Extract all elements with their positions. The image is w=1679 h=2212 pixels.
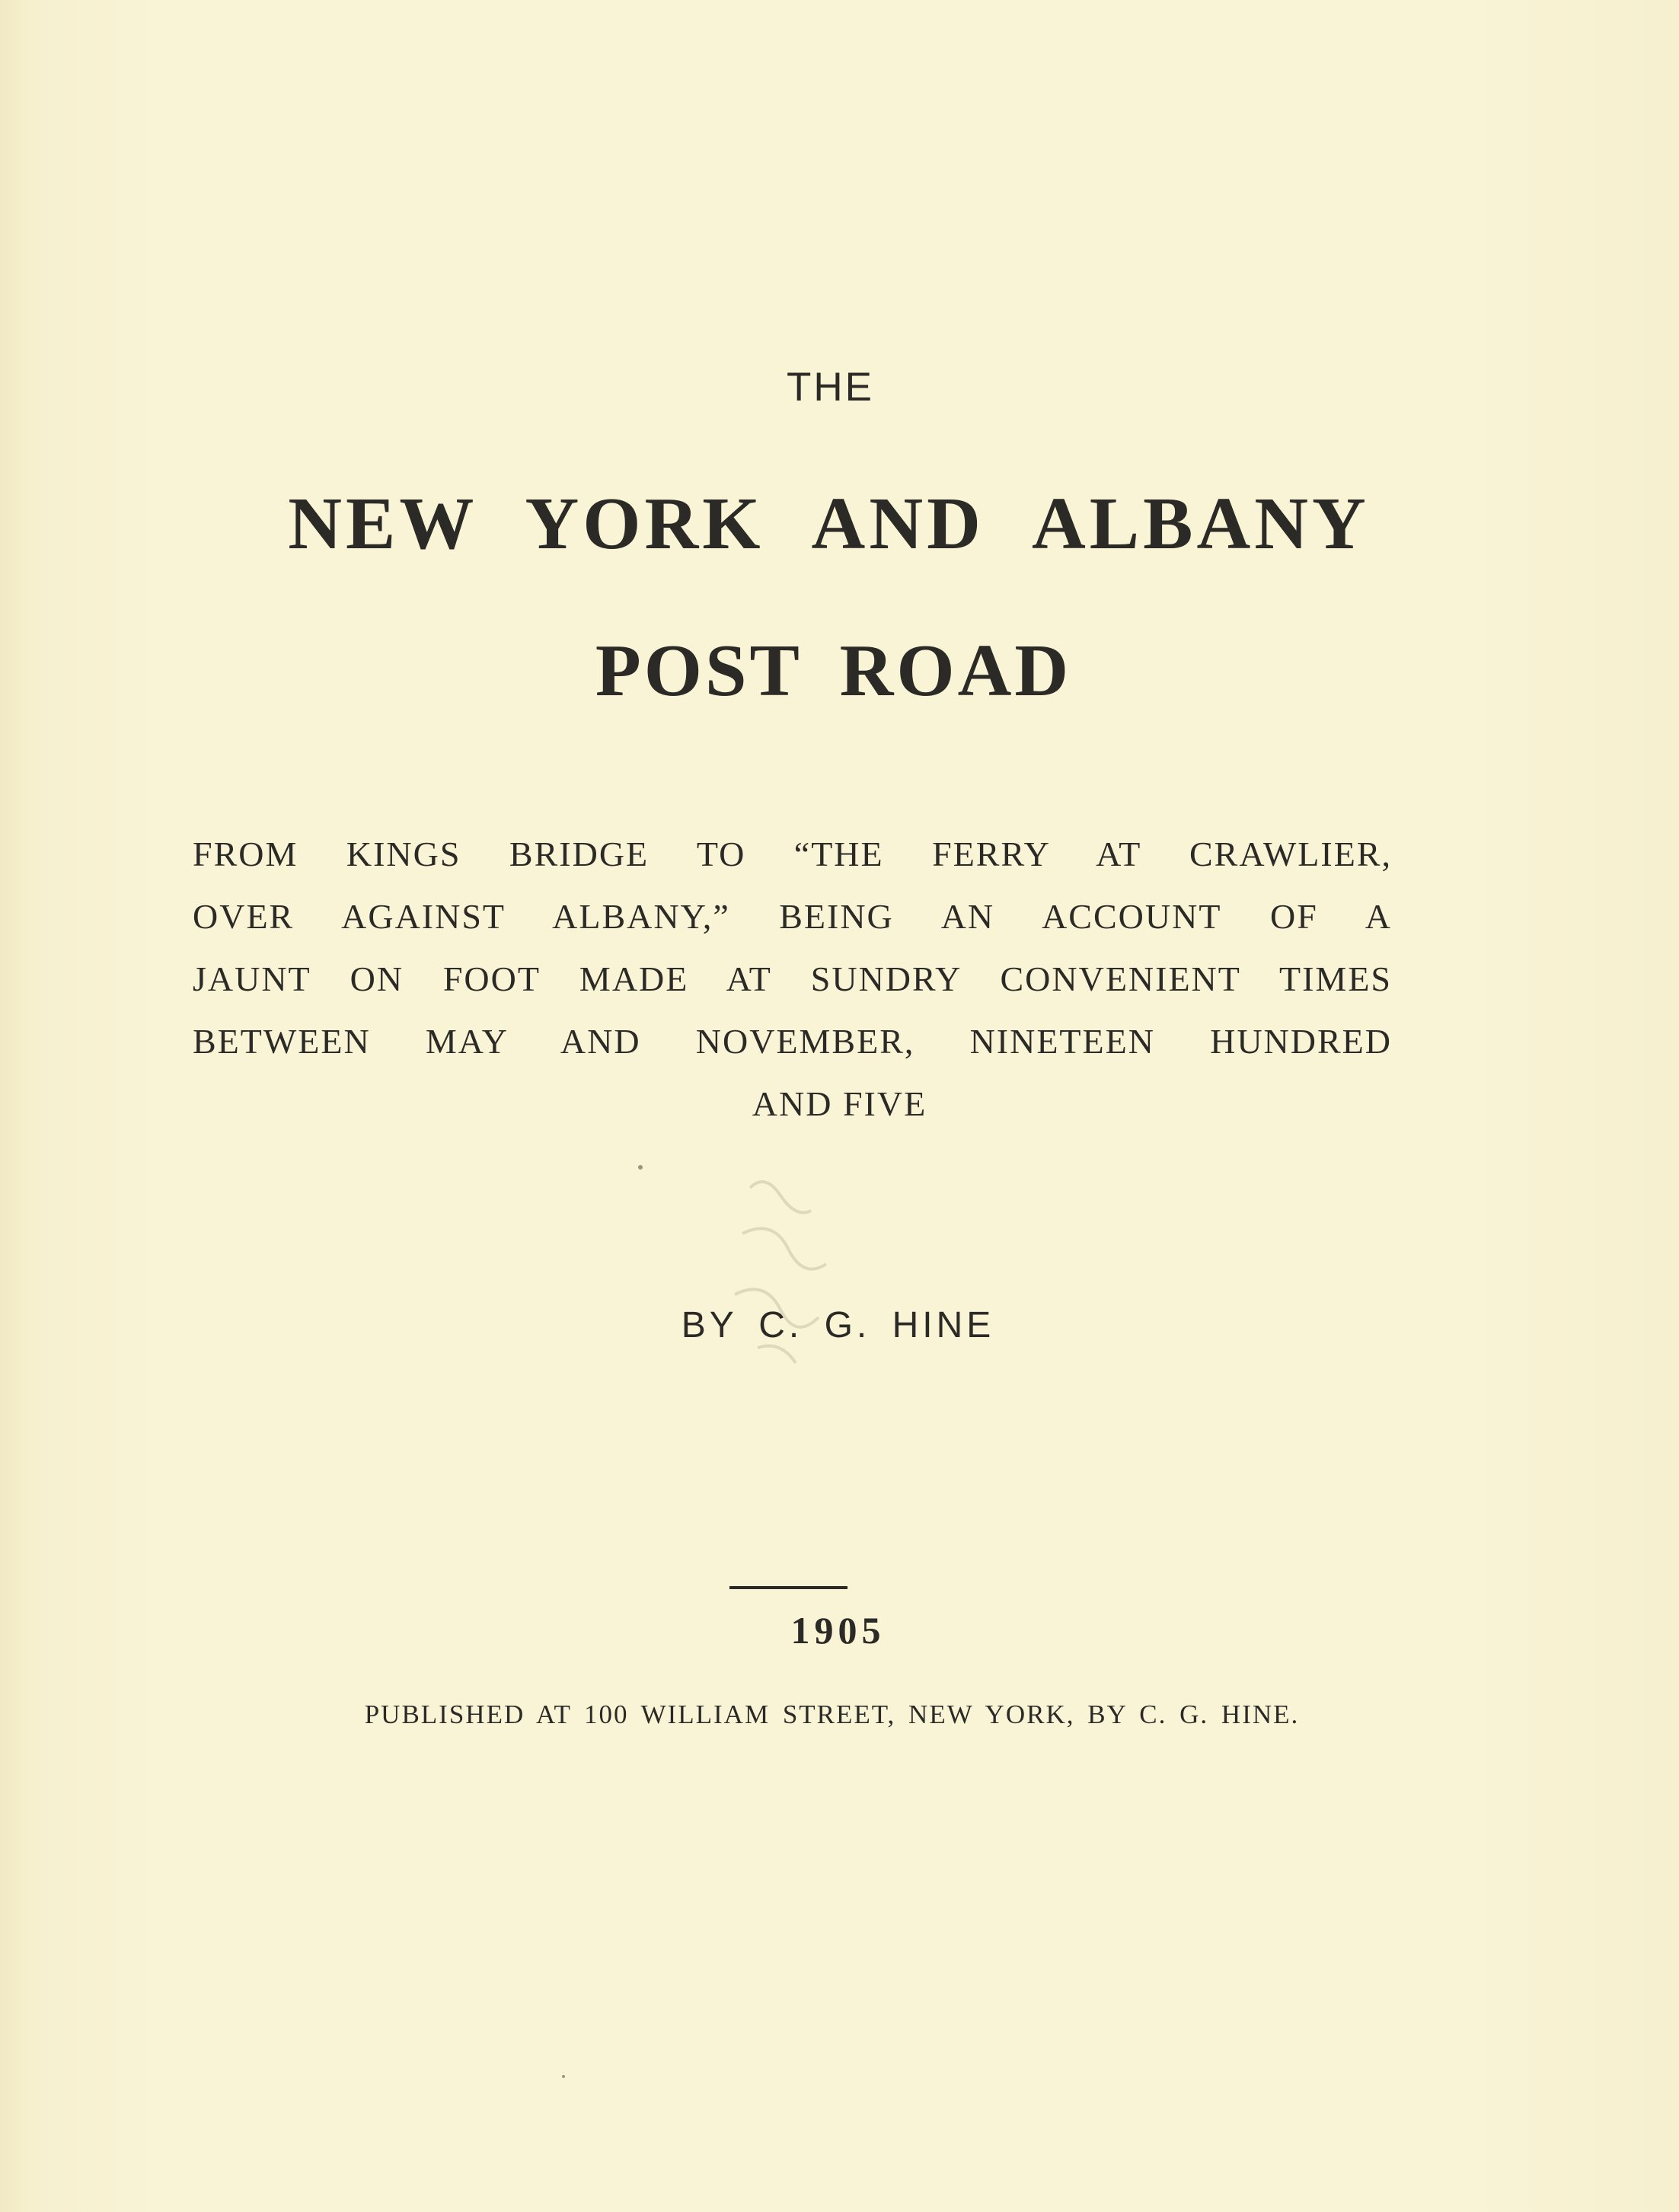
author-line: BY C. G. HINE	[681, 1305, 995, 1345]
subtitle-line-1: FROM KINGS BRIDGE TO “THE FERRY AT CRAWLIER,	[193, 835, 1392, 873]
subtitle-line-5: AND FIVE	[752, 1084, 927, 1123]
faint-library-stamp-mark	[720, 1165, 849, 1386]
title-article: THE	[787, 365, 874, 410]
title-line-1: NEW YORK AND ALBANY	[288, 483, 1370, 565]
subtitle-line-2: OVER AGAINST ALBANY,” BEING AN ACCOUNT OF A	[193, 897, 1392, 936]
subtitle-line-3: JAUNT ON FOOT MADE AT SUNDRY CONVENIENT TIMES	[193, 959, 1392, 998]
paper-speck	[638, 1165, 643, 1170]
subtitle-line-4: BETWEEN MAY AND NOVEMBER, NINETEEN HUNDRED	[193, 1022, 1392, 1061]
paper-speck	[562, 2075, 565, 2078]
publication-year: 1905	[790, 1609, 886, 1652]
title-line-2: POST ROAD	[595, 630, 1072, 712]
divider-rule	[729, 1586, 847, 1589]
publisher-line: PUBLISHED AT 100 WILLIAM STREET, NEW YORK, BY C. G. HINE.	[364, 1700, 1300, 1729]
